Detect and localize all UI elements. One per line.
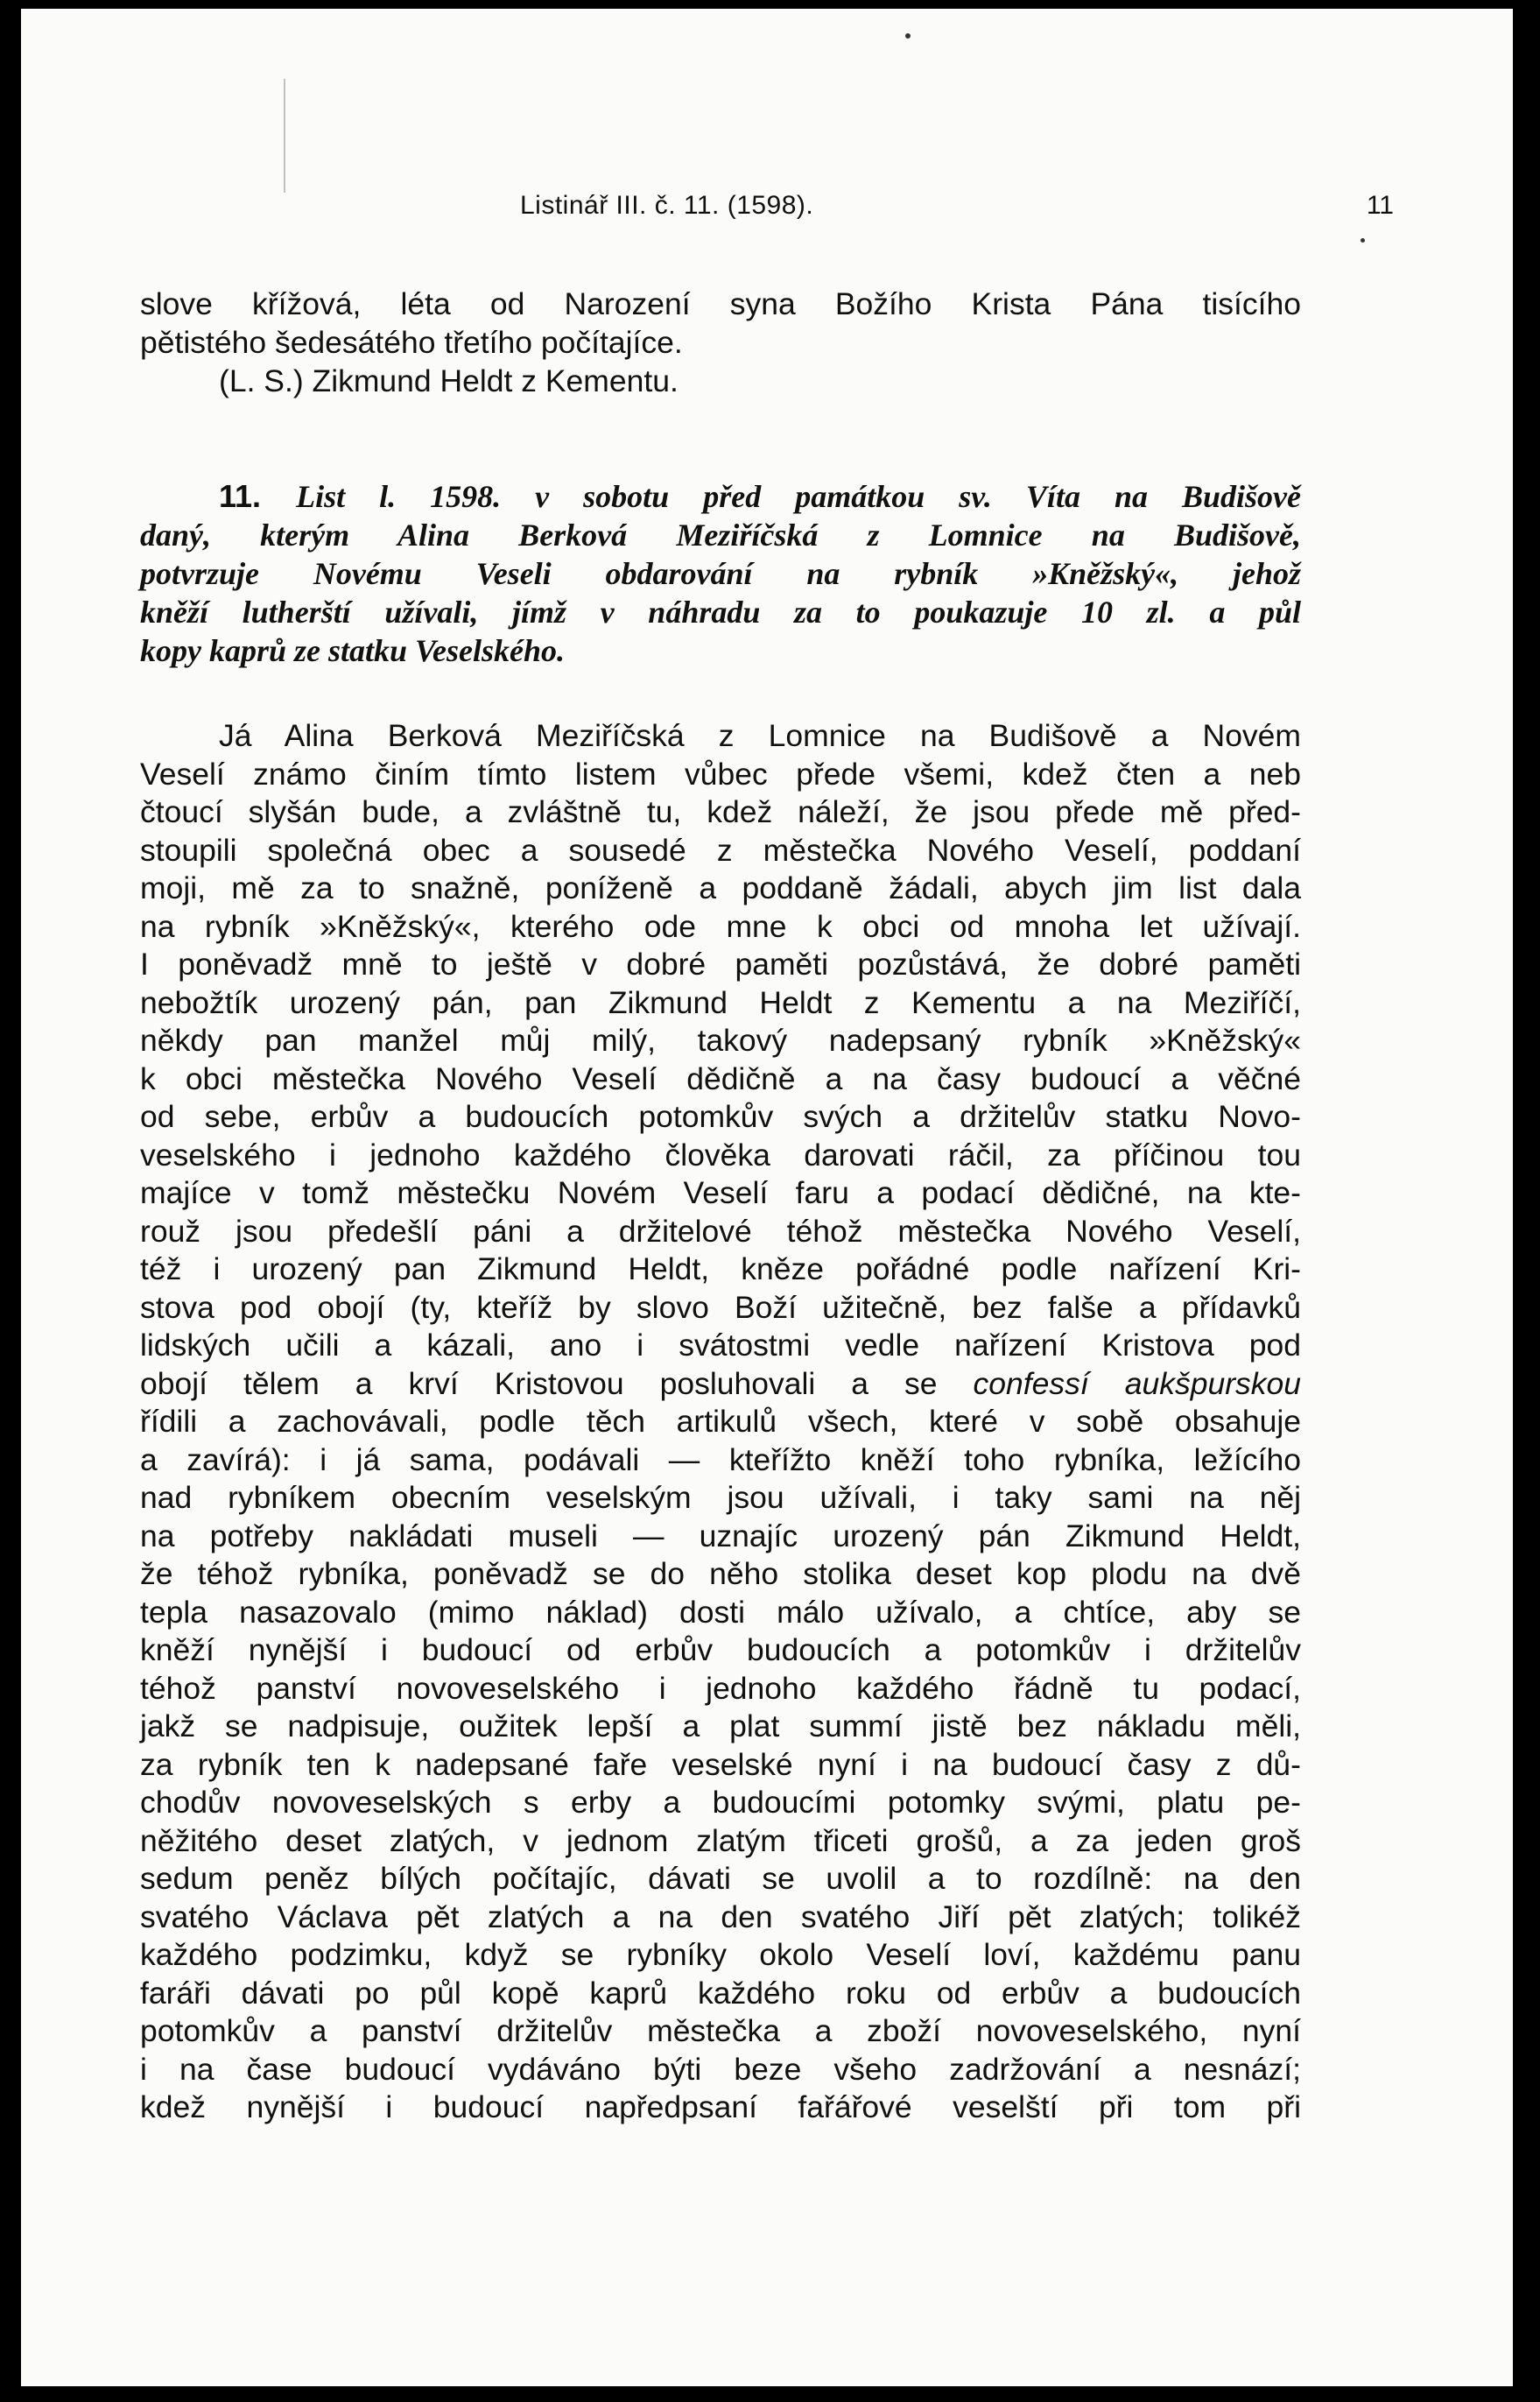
body-line: lidských učili a kázali, ano i svátostmi vedle nařízení Kristova pod <box>140 1328 1301 1363</box>
summary-line: potvrzuje Novému Veseli obdarování na rybník »Kněžský«, jehož <box>140 556 1301 591</box>
body-line: řídili a zachovávali, podle těch artikulů všech, které v sobě obsahuje <box>140 1404 1301 1439</box>
body-line: kněží nynější i budoucí od erbův budoucích a potomkův i držitelův <box>140 1632 1301 1667</box>
scan-artifact-line <box>284 79 285 193</box>
body-line: na potřeby nakládati museli — uznajíc urozený pán Zikmund Heldt, <box>140 1518 1301 1553</box>
body-line: jakž se nadpisuje, oužitek lepší a plat summí jistě bez nákladu měli, <box>140 1708 1301 1743</box>
body-line: rouž jsou předešlí páni a držitelové téhož městečka Nového Veselí, <box>140 1213 1301 1249</box>
body-line: potomkův a panství držitelův městečka a zboží novoveselského, nyní <box>140 2013 1301 2048</box>
body-line: nebožtík urozený pán, pan Zikmund Heldt z Kementu a na Meziříčí, <box>140 984 1301 1020</box>
body-line: stoupili společná obec a sousedé z městečka Nového Veselí, poddaní <box>140 832 1301 868</box>
body-line: něžitého deset zlatých, v jednom zlatým třiceti grošů, a za jeden groš <box>140 1822 1301 1858</box>
document-page <box>21 9 1513 2386</box>
body-line: a zavírá): i já sama, podávali — kteřížto kněží toho rybníka, ležícího <box>140 1441 1301 1477</box>
body-line: každého podzimku, když se rybníky okolo Veselí loví, každému panu <box>140 1937 1301 1972</box>
summary-line: daný, kterým Alina Berková Meziříčská z Lomnice na Budišově, <box>140 518 1301 553</box>
body-line: svatého Václava pět zlatých a na den svatého Jiří pět zlatých; tolikéž <box>140 1898 1301 1934</box>
body-line: Veselí známo činím tímto listem vůbec přede všemi, kdež čten a neb <box>140 756 1301 792</box>
body-line: že téhož rybníka, poněvadž se do něho stolika deset kop plodu na dvě <box>140 1556 1301 1591</box>
body-line: Já Alina Berková Meziříčská z Lomnice na Budišově a Novém <box>219 718 1301 753</box>
signature-line: (L. S.) Zikmund Heldt z Kementu. <box>219 363 679 398</box>
body-line: téhož panství novoveselského i jednoho každého řádně tu podací, <box>140 1670 1301 1706</box>
text-line: slove křížová, léta od Narození syna Božího Krista Pána tisícího <box>140 286 1301 321</box>
body-line: nad rybníkem obecním veselským jsou užívali, i taky sami na něj <box>140 1480 1301 1515</box>
body-line: též i urozený pan Zikmund Heldt, kněze pořádné podle nařízení Kri- <box>140 1251 1301 1286</box>
body-line: sedum peněz bílých počítajíc, dávati se uvolil a to rozdílně: na den <box>140 1861 1301 1896</box>
running-title: Listinář III. č. 11. (1598). <box>520 191 814 220</box>
body-line: chodův novoveselských s erby a budoucími potomky svými, platu pe- <box>140 1785 1301 1820</box>
body-line: i na čase budoucí vydáváno býti beze všeho zadržování a nesnází; <box>140 2051 1301 2087</box>
body-line: od sebe, erbův a budoucích potomkův svých a držitelův statku Novo- <box>140 1099 1301 1134</box>
body-line: I poněvadž mně to ještě v dobré paměti pozůstává, že dobré paměti <box>140 947 1301 982</box>
scan-speck <box>905 33 911 39</box>
body-line: čtoucí slyšán bude, a zvláštně tu, kdež náleží, že jsou přede mě před- <box>140 794 1301 829</box>
text-run: obojí tělem a krví Kristovou posluhovali a se <box>140 1365 974 1401</box>
body-line: faráři dávati po půl kopě kaprů každého roku od erbův a budoucích <box>140 1975 1301 2011</box>
body-line: za rybník ten k nadepsané faře veselské nyní i na budoucí časy z dů- <box>140 1746 1301 1782</box>
summary-line: kopy kaprů ze statku Veselského. <box>140 633 566 668</box>
summary-line-text: List l. 1598. v sobotu před památkou sv. Víta na Budišově <box>296 479 1302 514</box>
text-line: pětistého šedesátého třetího počítajíce. <box>140 325 683 360</box>
body-line: stova pod obojí (ty, kteříž by slovo Boží užitečně, bez falše a přídavků <box>140 1289 1301 1325</box>
body-line: majíce v tomž městečku Novém Veselí faru a podací dědičné, na kte- <box>140 1175 1301 1210</box>
body-line <box>140 1364 1301 1403</box>
body-line: někdy pan manžel můj milý, takový nadepsaný rybník »Kněžský« <box>140 1023 1301 1058</box>
body-line: tepla nasazovalo (mimo náklad) dosti málo užívalo, a chtíce, aby se <box>140 1594 1301 1630</box>
scan-speck <box>1361 238 1365 243</box>
body-line: k obci městečka Nového Veselí dědičně a na časy budoucí a věčné <box>140 1060 1301 1096</box>
body-line: kdež nynější i budoucí napředpsaní fařářové veselští při tom při <box>140 2089 1301 2124</box>
summary-line: kněží lutherští užívali, jímž v náhradu za to poukazuje 10 zl. a půl <box>140 595 1301 630</box>
entry-number: 11. <box>219 478 297 514</box>
body-line: moji, mě za to snažně, poníženě a poddaně žádali, abych jim list dala <box>140 870 1301 905</box>
italic-phrase: confessí aukšpurskou <box>973 1365 1301 1401</box>
page-number: 11 <box>1366 191 1394 220</box>
summary-line <box>219 477 1301 516</box>
body-line: na rybník »Kněžský«, kterého ode mne k obci od mnoha let užívají. <box>140 908 1301 944</box>
body-line: veselského i jednoho každého člověka darovati ráčil, za příčinou tou <box>140 1137 1301 1173</box>
